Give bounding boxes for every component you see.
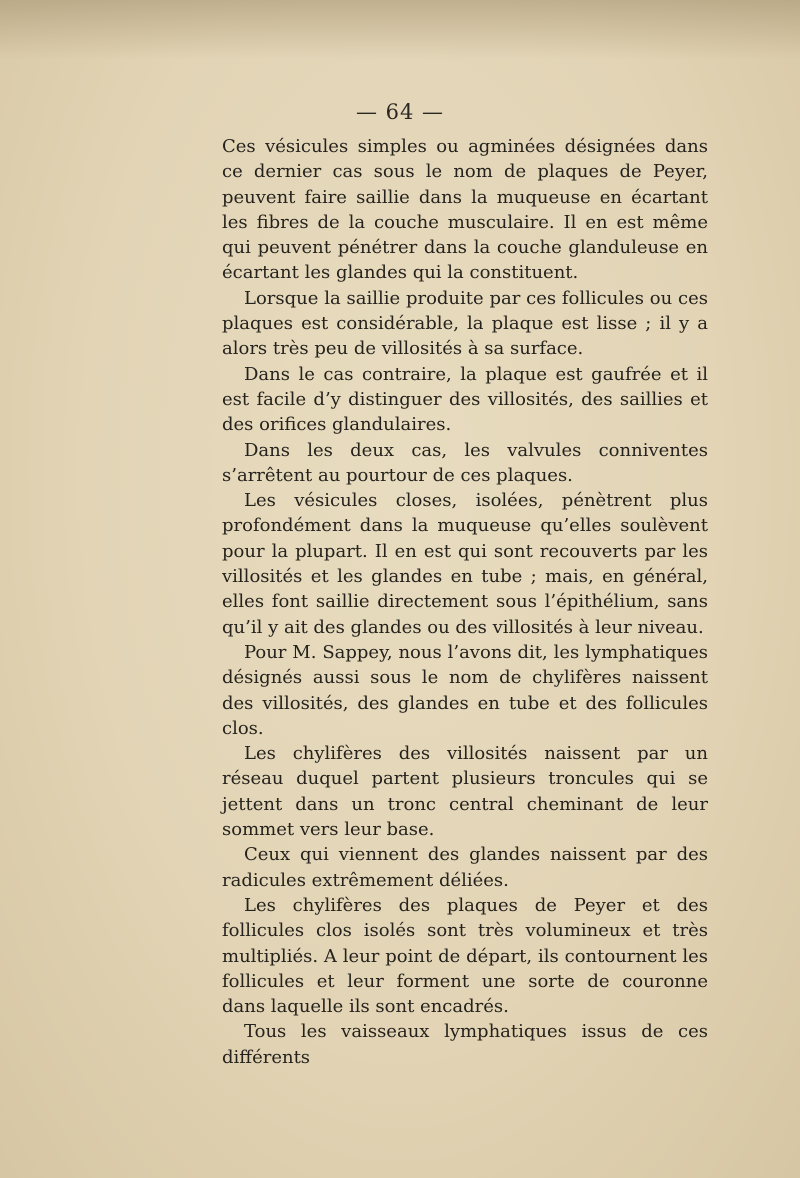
page-number: — 64 — xyxy=(355,100,445,124)
paragraph-7: Les chylifères des villosités naissent par un réseau duquel partent plusieurs troncules qui se jettent dans un tronc central cheminant de leur sommet vers leur base. xyxy=(222,743,708,841)
body-text xyxy=(222,134,708,1070)
paragraph-5: Les vésicules closes, isolées, pénètrent plus profondément dans la muqueuse qu’elles soulèvent pour la plupart. Il en est qui sont recouverts par les villosités et les glandes en tube ; mais, en général, elles font saillie directement sous l’épithélium, sans qu’il y ait des glandes ou des villosités à leur niveau. xyxy=(222,490,708,638)
paragraph-3: Dans le cas contraire, la plaque est gaufrée et il est facile d’y distinguer des villosités, des saillies et des orifices glandulaires. xyxy=(222,363,708,436)
page-top-shading xyxy=(0,0,800,60)
paragraph-1: Ces vésicules simples ou agminées désignées dans ce dernier cas sous le nom de plaques de Peyer, peuvent faire saillie dans la muqueuse en écartant les fibres de la couche musculaire. Il en est même qui peuvent pénétrer dans la couche glanduleuse en écartant les glandes qui la constituent. xyxy=(222,136,708,284)
paragraph-4: Dans les deux cas, les valvules conniventes s’arrêtent au pourtour de ces plaques. xyxy=(222,439,708,486)
paragraph-2: Lorsque la saillie produite par ces follicules ou ces plaques est considérable, la plaque est lisse ; il y a alors très peu de villosités à sa surface. xyxy=(222,287,708,360)
paragraph-6: Pour M. Sappey, nous l’avons dit, les lymphatiques désignés aussi sous le nom de chylifères naissent des villosités, des glandes en tube et des follicules clos. xyxy=(222,641,708,739)
paragraph-10: Tous les vaisseaux lymphatiques issus de ces différents xyxy=(222,1021,708,1068)
paragraph-8: Ceux qui viennent des glandes naissent par des radicules extrêmement déliées. xyxy=(222,844,708,891)
paragraph-9: Les chylifères des plaques de Peyer et des follicules clos isolés sont très volumineux et très multipliés. A leur point de départ, ils contournent les follicules et leur forment une sorte de couronne dans laquelle ils sont encadrés. xyxy=(222,894,708,1018)
